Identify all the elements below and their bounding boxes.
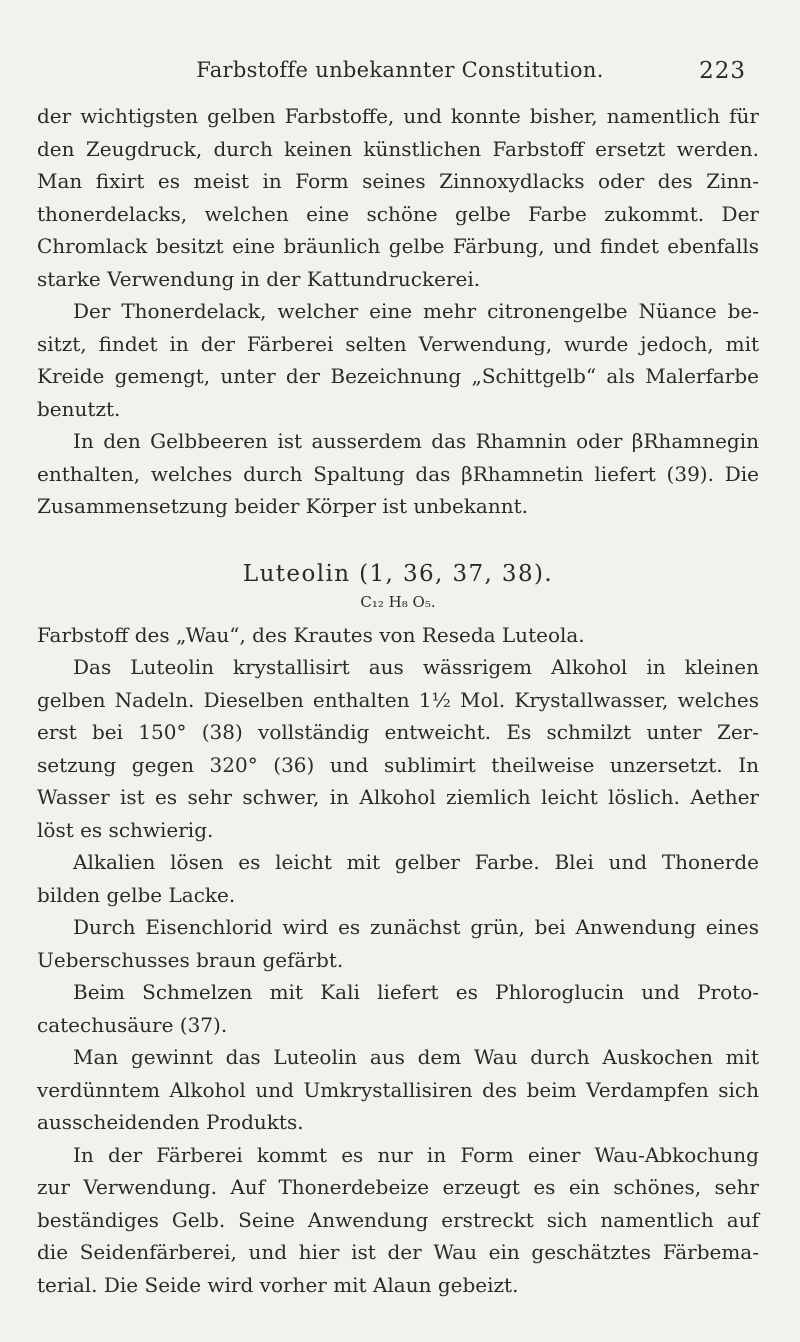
paragraph [37,295,759,425]
text-line: terial. Die Seide wird vorher mit Alaun gebeizt. [37,1272,519,1297]
text-line: Man gewinnt das Luteolin aus dem Wau durch Auskochen mit [73,1045,759,1069]
text-line: Zusammensetzung beider Körper ist unbekannt. [37,494,529,518]
text-line: verdünntem Alkohol und Umkrystallisiren des beim Verdampfen sich [37,1077,759,1102]
paragraphs-top [37,100,759,523]
text-line: setzung gegen 320° (36) und sublimirt theilweise unzersetzt. In [37,752,759,777]
text-line: catechusäure (37). [37,1012,228,1037]
text-line: zur Verwendung. Auf Thonerdebeize erzeugt es ein schönes, sehr [37,1175,759,1199]
paragraph [37,425,759,523]
paragraph [37,846,759,911]
chemical-formula: C₁₂ H₈ O₅. [360,592,436,611]
text-line: bilden gelbe Lacke. [37,882,236,907]
text-line: ausscheidenden Produkts. [37,1110,304,1134]
paragraph [37,100,759,295]
text-line: starke Verwendung in der Kattundruckerei. [37,266,481,291]
page-header [0,58,800,86]
text-line: In der Färberei kommt es nur in Form einer Wau-Abkochung [73,1142,759,1167]
running-title: Farbstoffe unbekannter Constitution. [196,58,604,82]
text-line: Durch Eisenchlorid wird es zunächst grün, bei Anwendung eines [73,915,759,939]
paragraph [37,619,759,652]
paragraph [37,1041,759,1139]
text-line: In den Gelbbeeren ist ausserdem das Rhamnin oder βRhamnegin [73,429,759,453]
text-line: Der Thonerdelack, welcher eine mehr citronengelbe Nüance be- [73,299,759,323]
paragraph [37,651,759,846]
text-line: Chromlack besitzt eine bräunlich gelbe Färbung, und findet ebenfalls [37,234,759,258]
page-number: 223 [699,58,746,84]
text-line: der wichtigsten gelben Farbstoffe, und konnte bisher, namentlich für [37,104,759,128]
text-line: gelben Nadeln. Dieselben enthalten 1½ Mol. Krystallwasser, welches [37,687,759,712]
paragraph [37,1139,759,1302]
text-line: thonerdelacks, welchen eine schöne gelbe Farbe zukommt. Der [37,201,759,226]
text-line: den Zeugdruck, durch keinen künstlichen Farbstoff ersetzt werden. [37,136,759,161]
text-line: benutzt. [37,396,121,421]
text-line: Beim Schmelzen mit Kali liefert es Phloroglucin und Proto- [73,980,759,1004]
paragraphs-bottom [37,619,759,1302]
text-line: Kreide gemengt, unter der Bezeichnung „Schittgelb“ als Malerfarbe [37,364,759,388]
text-line: Alkalien lösen es leicht mit gelber Farbe. Blei und Thonerde [73,850,759,874]
text-line: Farbstoff des „Wau“, des Krautes von Reseda Luteola. [37,622,585,647]
text-line: die Seidenfärberei, und hier ist der Wau ein geschätztes Färbema- [37,1240,759,1264]
text-line: Man fixirt es meist in Form seines Zinnoxydlacks oder des Zinn- [37,169,759,193]
text-line: Ueberschusses braun gefärbt. [37,947,344,972]
paragraph [37,911,759,976]
text-line: erst bei 150° (38) vollständig entweicht. Es schmilzt unter Zer- [37,720,759,744]
text-line: Wasser ist es sehr schwer, in Alkohol ziemlich leicht löslich. Aether [37,785,759,809]
text-line: Das Luteolin krystallisirt aus wässrigem Alkohol in kleinen [73,655,759,679]
section-heading: Luteolin (1, 36, 37, 38). [242,560,554,587]
text-line: sitzt, findet in der Färberei selten Verwendung, wurde jedoch, mit [37,331,759,356]
text-line: löst es schwierig. [37,817,214,842]
paragraph [37,976,759,1041]
text-line: beständiges Gelb. Seine Anwendung erstreckt sich namentlich auf [37,1207,759,1232]
text-line: enthalten, welches durch Spaltung das βRhamnetin liefert (39). Die [37,461,759,486]
page-body [37,100,759,1301]
